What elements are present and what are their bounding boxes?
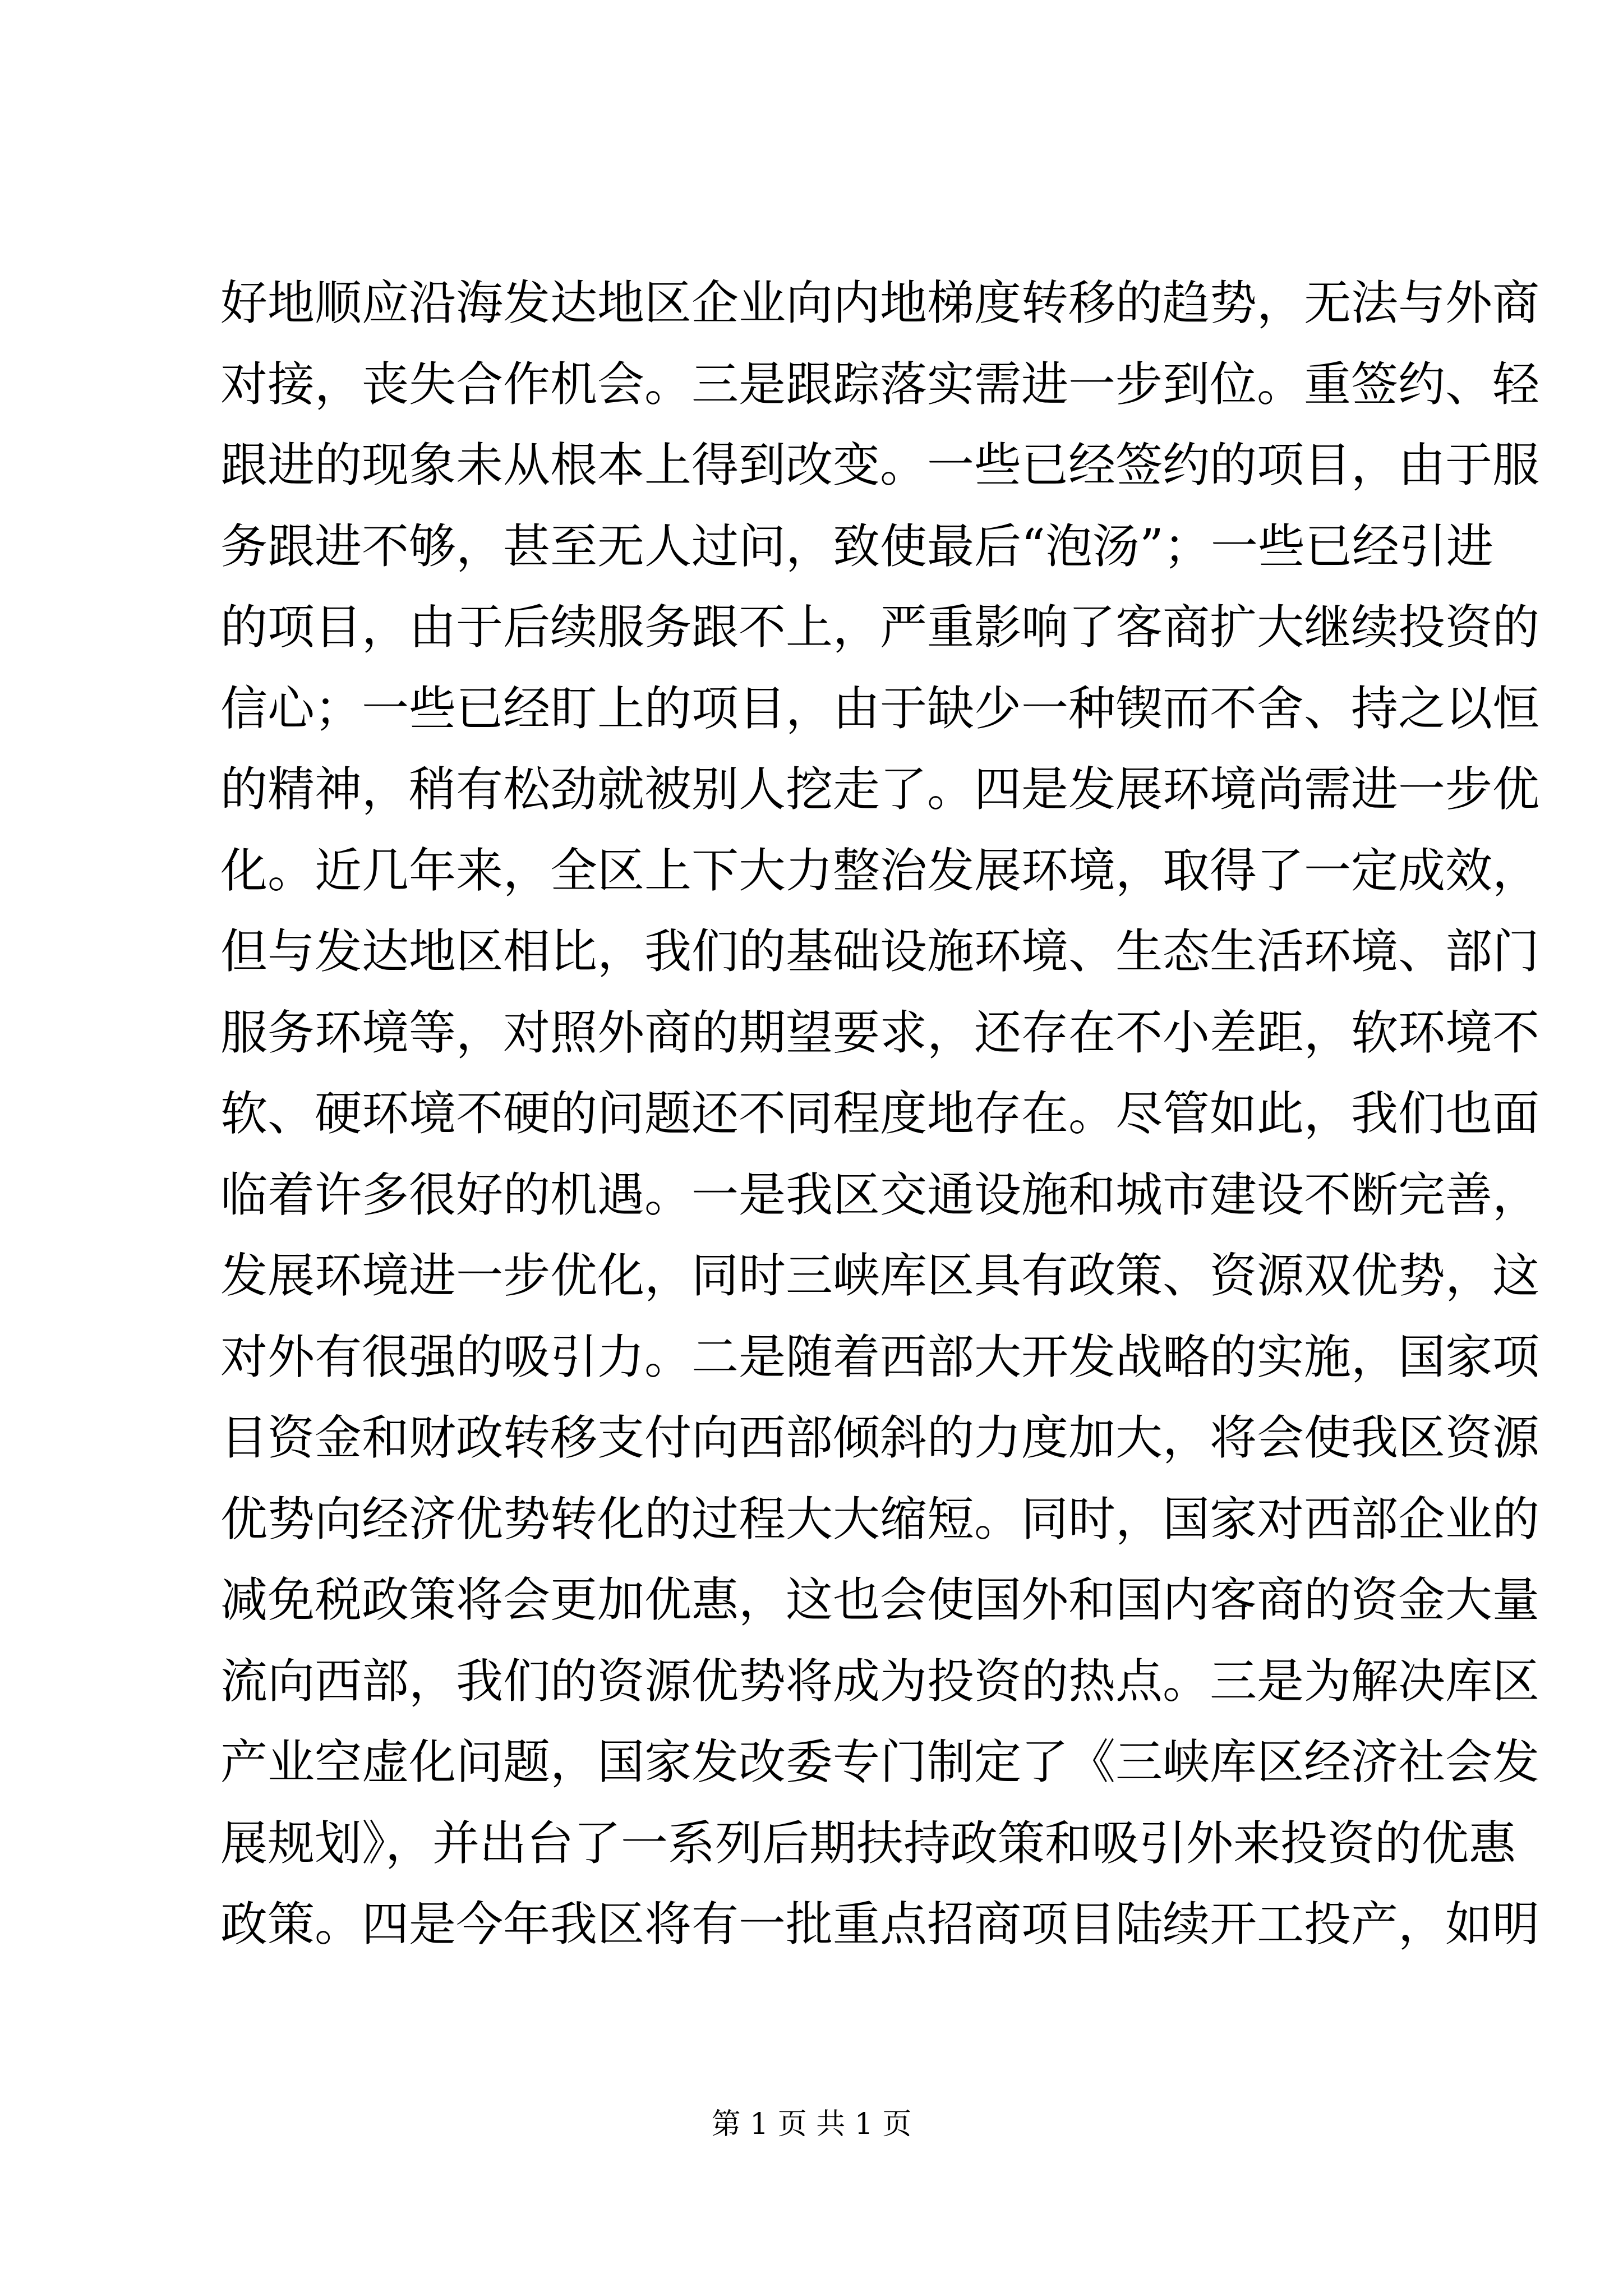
text-line: 产业空虚化问题，国家发改委专门制定了《三峡库区经济社会发 <box>220 1734 1540 1789</box>
text-line: 跟进的现象未从根本上得到改变。一些已经签约的项目，由于服 <box>220 438 1540 493</box>
text-line: 的精神，稍有松劲就被别人挖走了。四是发展环境尚需进一步优 <box>220 762 1540 817</box>
text-line: 政策。四是今年我区将有一批重点招商项目陆续开工投产，如明 <box>220 1897 1540 1952</box>
text-line: 好地顺应沿海发达地区企业向内地梯度转移的趋势，无法与外商 <box>220 275 1540 330</box>
text-line: 软、硬环境不硬的问题还不同程度地存在。尽管如此，我们也面 <box>220 1086 1540 1141</box>
text-line: 流向西部，我们的资源优势将成为投资的热点。三是为解决库区 <box>220 1653 1540 1709</box>
text-line: 化。近几年来，全区上下大力整治发展环境，取得了一定成效， <box>220 843 1540 898</box>
text-line: 对接，丧失合作机会。三是跟踪落实需进一步到位。重签约、轻 <box>220 356 1540 412</box>
text-line: 目资金和财政转移支付向西部倾斜的力度加大，将会使我区资源 <box>220 1410 1540 1465</box>
text-line: 信心；一些已经盯上的项目，由于缺少一种锲而不舍、持之以恒 <box>220 680 1540 736</box>
text-line: 临着许多很好的机遇。一是我区交通设施和城市建设不断完善， <box>220 1167 1540 1222</box>
text-line: 但与发达地区相比，我们的基础设施环境、生态生活环境、部门 <box>220 924 1540 979</box>
text-line: 对外有很强的吸引力。二是随着西部大开发战略的实施，国家项 <box>220 1329 1540 1384</box>
text-line: 展规划》，并出台了一系列后期扶持政策和吸引外来投资的优惠 <box>220 1815 1516 1871</box>
text-line: 服务环境等，对照外商的期望要求，还存在不小差距，软环境不 <box>220 1005 1540 1060</box>
page-number-footer: 第 1 页 共 1 页 <box>711 2108 912 2141</box>
text-line: 发展环境进一步优化，同时三峡库区具有政策、资源双优势，这 <box>220 1248 1540 1303</box>
text-line: 的项目，由于后续服务跟不上，严重影响了客商扩大继续投资的 <box>220 600 1540 655</box>
text-line: 减免税政策将会更加优惠，这也会使国外和国内客商的资金大量 <box>220 1572 1540 1627</box>
text-line: 优势向经济优势转化的过程大大缩短。同时，国家对西部企业的 <box>220 1491 1540 1547</box>
body-text <box>220 263 1540 1965</box>
text-line: 务跟进不够，甚至无人过问，致使最后“泡汤”；一些已经引进 <box>220 518 1493 574</box>
